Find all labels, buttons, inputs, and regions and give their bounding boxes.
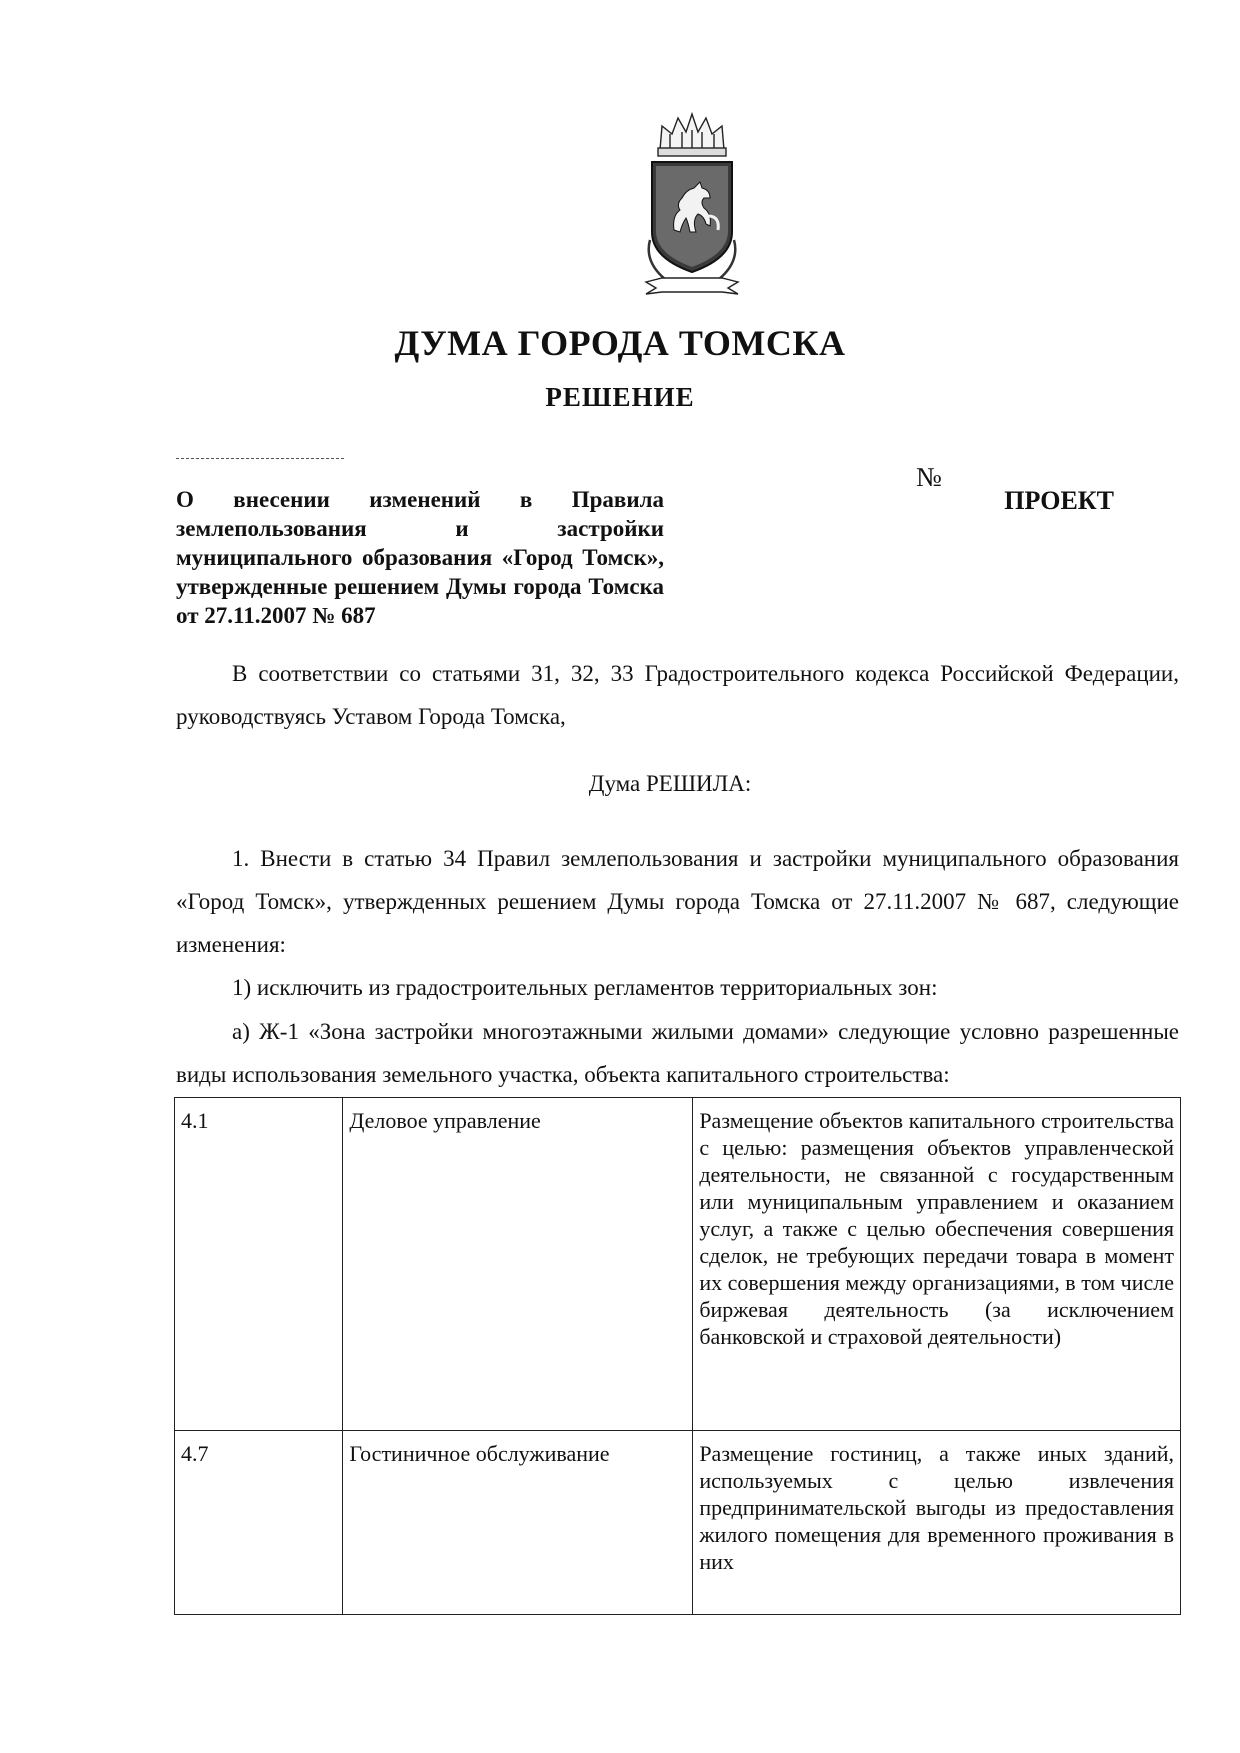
subitem-1-paragraph: 1) исключить из градостроительных регламентов территориальных зон:: [232, 975, 938, 1000]
use-description-cell: Размещение гостиниц, а также иных зданий, используемых с целью извлечения предпринимательской выгоды из предоставления жилого помещения для временного проживания в них: [693, 1431, 1181, 1615]
date-blank-line: [176, 458, 344, 459]
permitted-use-table: [174, 1097, 1181, 1615]
organization-title: ДУМА ГОРОДА ТОМСКА: [394, 323, 846, 363]
use-code-cell: 4.1: [175, 1098, 343, 1431]
project-label: ПРОЕКТ: [1004, 486, 1114, 515]
use-description-cell: Размещение объектов капитального строительства с целью: размещения объектов управленческой деятельности, не связанной с государственным или муниципальным управлением и оказанием услуг, а также с целью обеспечения совершения сделок, не требующих передачи товара в момент их совершения между организациями, в том числе биржевая деятельность (за исключением банковской и страховой деятельности): [693, 1098, 1181, 1431]
use-name-cell: Деловое управление: [343, 1098, 693, 1431]
preamble-paragraph: В соответствии со статьями 31, 32, 33 Градостроительного кодекса Российской Федерации, руководствуясь Уставом Города Томска,: [176, 661, 1179, 729]
document-type: РЕШЕНИЕ: [545, 382, 695, 412]
use-name-cell: Гостиничное обслуживание: [343, 1431, 693, 1615]
number-sign: №: [916, 462, 942, 492]
subitem-1a-paragraph: а) Ж-1 «Зона застройки многоэтажными жилыми домами» следующие условно разрешенные виды использования земельного участка, объекта капитального строительства:: [176, 1019, 1179, 1087]
city-coat-of-arms-icon: [640, 112, 744, 300]
table-row: [175, 1098, 1181, 1431]
item-1-paragraph: 1. Внести в статью 34 Правил землепользования и застройки муниципального образования «Город Томск», утвержденных решением Думы города Томска от 27.11.2007 № 687, следующие изменения:: [176, 846, 1179, 957]
use-code-cell: 4.7: [175, 1431, 343, 1615]
decision-subject: О внесении изменений в Правила землепользования и застройки муниципального образования «Город Томск», утвержденные решением Думы города Томска от 27.11.2007 № 687: [176, 487, 664, 628]
decided-heading: Дума РЕШИЛА:: [588, 771, 752, 796]
table-row: [175, 1431, 1181, 1615]
